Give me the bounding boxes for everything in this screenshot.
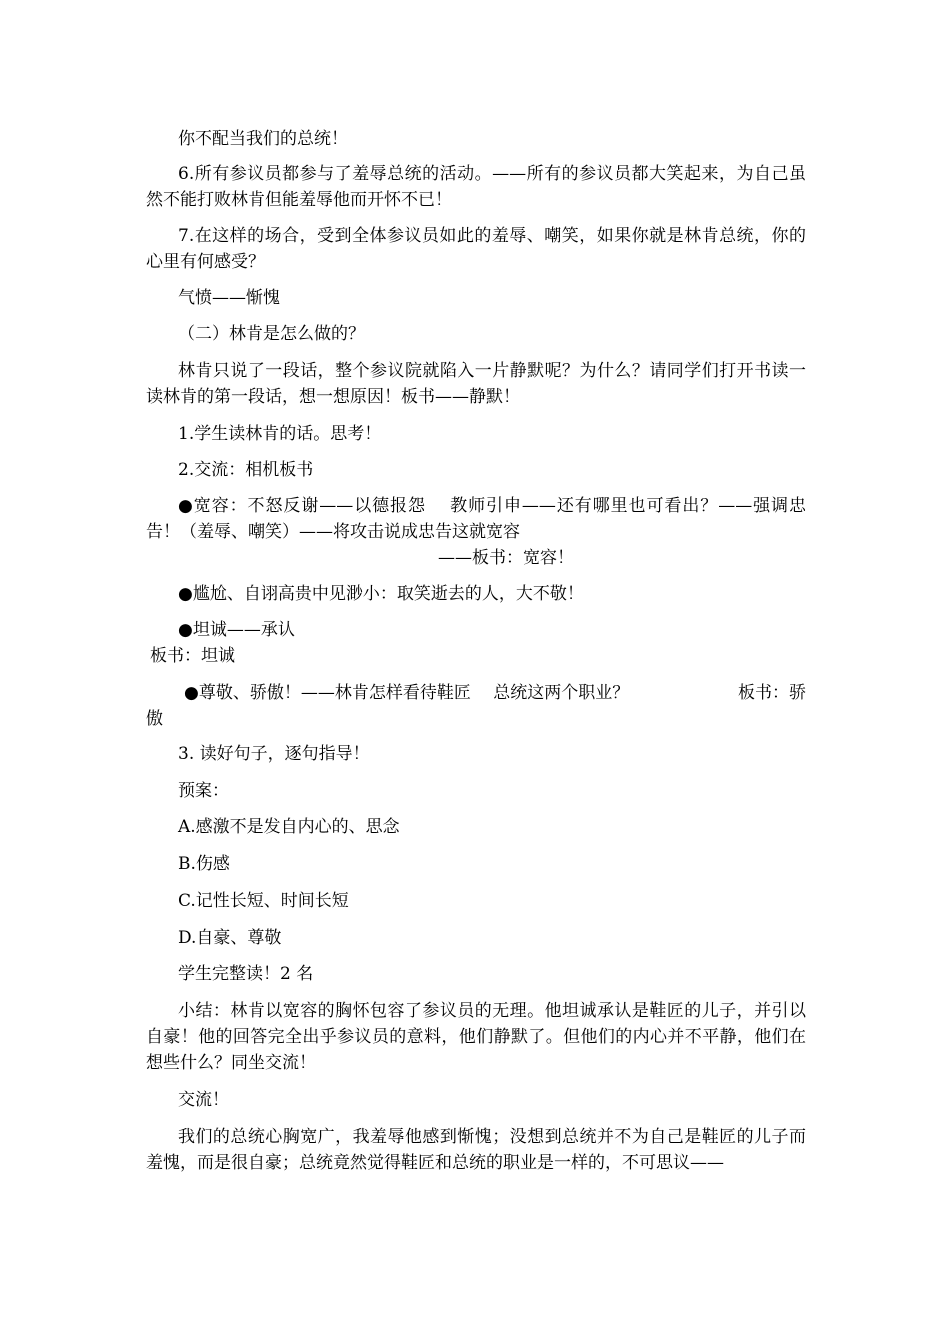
paragraph-6: 林肯只说了一段话，整个参议院就陷入一片静默呢？为什么？请同学们打开书读一读林肯的第一段话，想一想原因！板书——静默！ <box>146 361 806 407</box>
summary-paragraph: 小结：林肯以宽容的胸怀包容了参议员的无理。他坦诚承认是鞋匠的儿子，并引以自豪！他的回答完全出乎参议员的意料，他们静默了。但他们的内心并不平静，他们在想些什么？同坐交流！ <box>146 1001 806 1073</box>
paragraph-21: 交流！ <box>178 1090 229 1110</box>
plan-item-a: A.感激不是发自内心的、思念 <box>178 817 400 837</box>
paragraph-4: 气愤——惭愧 <box>178 288 280 308</box>
board-note-honesty: 板书：坦诚 <box>150 646 235 666</box>
paragraph-10: ●尴尬、自诩高贵中见渺小：取笑逝去的人，大不敬！ <box>178 584 584 604</box>
paragraph-11: ●坦诚——承认 <box>178 620 295 640</box>
paragraph-3: 7.在这样的场合，受到全体参议员如此的羞辱、嘲笑，如果你就是林肯总统，你的心里有何感受？ <box>146 226 806 272</box>
paragraph-7: 1.学生读林肯的话。思考！ <box>178 424 382 444</box>
paragraph-22: 我们的总统心胸宽广，我羞辱他感到惭愧；没想到总统并不为自己是鞋匠的儿子而羞愧，而是很自豪；总统竟然觉得鞋匠和总统的职业是一样的，不可思议—— <box>146 1127 806 1173</box>
paragraph-1: 你不配当我们的总统！ <box>178 129 348 149</box>
paragraph-14: 预案： <box>178 781 229 801</box>
paragraph-12: ●尊敬、骄傲！——林肯怎样看待鞋匠 总统这两个职业？ <box>184 683 630 703</box>
board-note-tolerance: ——板书：宽容！ <box>438 548 574 568</box>
paragraph-9: ●宽容：不怒反谢——以德报怨 教师引申——还有哪里也可看出？——强调忠告！（羞辱、嘲笑）——将攻击说成忠告这就宽容 <box>146 496 806 542</box>
board-note-pride-cont: 傲 <box>146 709 163 729</box>
paragraph-2: 6.所有参议员都参与了羞辱总统的活动。——所有的参议员都大笑起来，为自己虽然不能打败林肯但能羞辱他而开怀不已！ <box>146 164 806 210</box>
paragraph-13: 3. 读好句子，逐句指导！ <box>178 744 370 764</box>
plan-item-c: C.记性长短、时间长短 <box>178 891 349 911</box>
paragraph-19: 学生完整读！2 名 <box>178 964 314 984</box>
paragraph-8: 2.交流：相机板书 <box>178 460 314 480</box>
plan-item-b: B.伤感 <box>178 854 230 874</box>
board-note-pride: 板书：骄 <box>738 683 806 703</box>
section-heading: （二）林肯是怎么做的？ <box>178 324 365 344</box>
plan-item-d: D.自豪、尊敬 <box>178 928 282 948</box>
